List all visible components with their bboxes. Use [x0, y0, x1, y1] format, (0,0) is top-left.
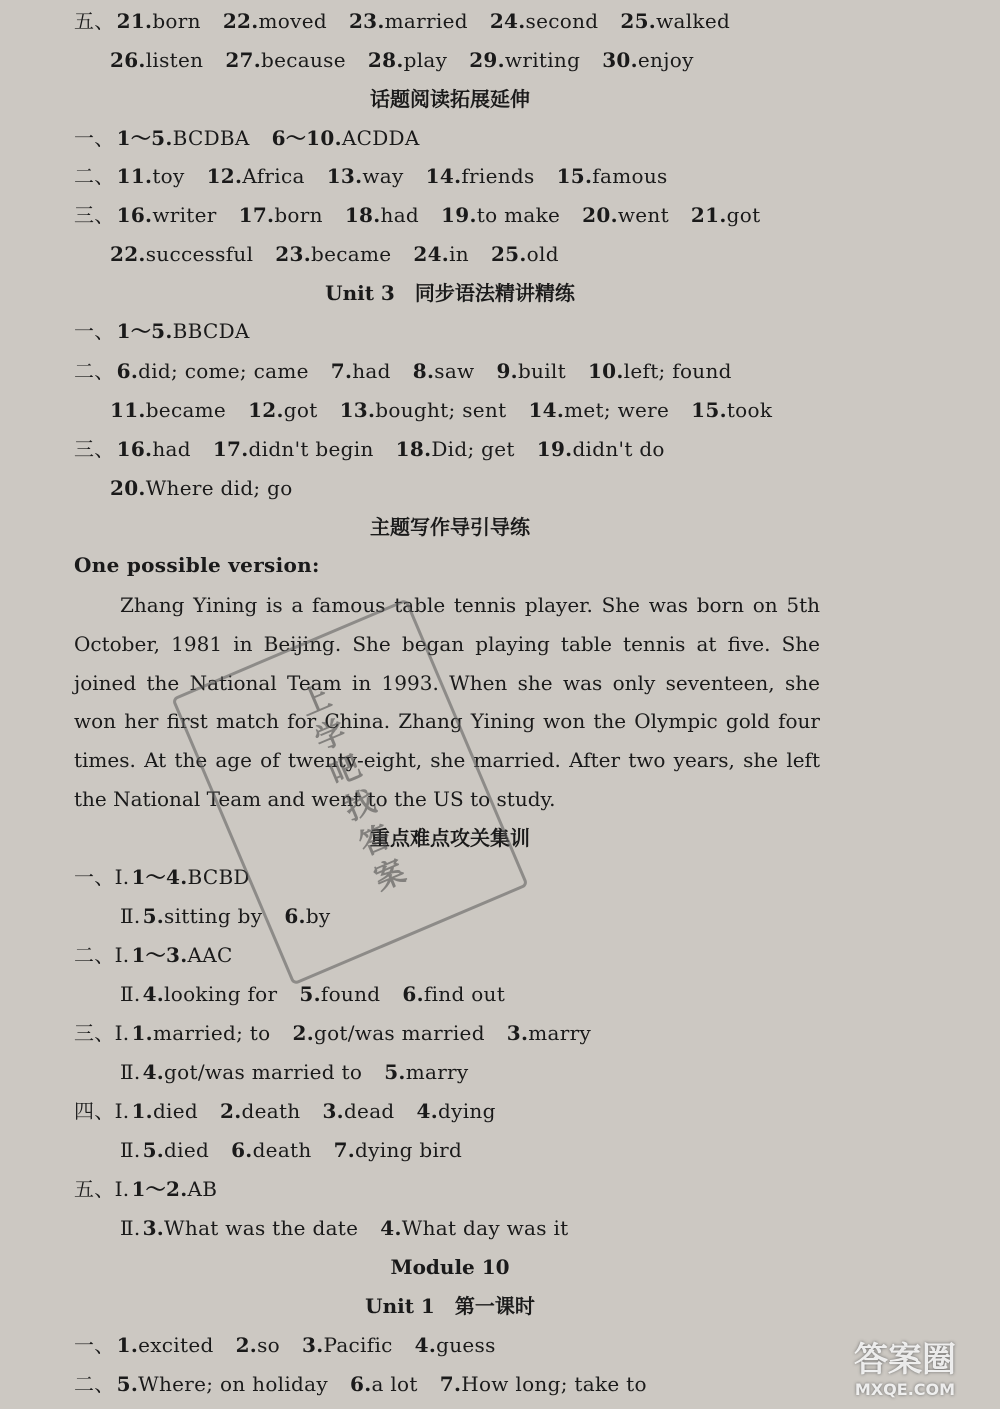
item-answer: way	[362, 164, 404, 188]
item-prefix: 二、Ⅰ.	[74, 943, 130, 967]
answer-item	[349, 9, 468, 33]
item-answer: walked	[656, 9, 731, 33]
item-number: 2.	[292, 1021, 314, 1045]
item-number: 6.	[402, 982, 424, 1006]
item-answer: dying	[438, 1099, 496, 1123]
answer-line	[74, 196, 782, 234]
item-number: 15.	[556, 164, 593, 188]
answer-item	[490, 9, 599, 33]
answer-item	[299, 982, 380, 1006]
item-answer: death	[252, 1138, 312, 1162]
item-number: 16.	[116, 203, 153, 227]
item-number: 7.	[330, 359, 353, 383]
item-answer: got/was married to	[164, 1060, 363, 1084]
answer-item	[602, 48, 693, 72]
item-answer: BCBD	[187, 865, 250, 889]
item-number: 1.	[116, 1333, 139, 1357]
item-number: 5.	[142, 1138, 165, 1162]
item-number: 29.	[469, 48, 505, 72]
item-answer: bought; sent	[375, 398, 507, 422]
answer-item	[528, 398, 669, 422]
item-number: 21.	[690, 203, 727, 227]
answer-item	[117, 437, 191, 461]
answer-item	[426, 164, 535, 188]
item-number: 4.	[416, 1099, 439, 1123]
answer-item	[117, 164, 185, 188]
answer-item	[110, 242, 253, 266]
item-number: 6.	[116, 359, 139, 383]
item-prefix: 一、Ⅰ.	[74, 865, 130, 889]
answer-item	[340, 398, 507, 422]
answer-item	[117, 1333, 214, 1357]
item-answer: built	[517, 359, 566, 383]
item-answer: Where; on holiday	[138, 1372, 328, 1396]
answer-line	[74, 1326, 518, 1364]
answer-line	[74, 312, 272, 350]
item-number: 15.	[691, 398, 727, 422]
item-answer: by	[305, 904, 331, 928]
answer-line	[74, 1092, 518, 1130]
item-number: 22.	[222, 9, 259, 33]
answer-line	[74, 1365, 669, 1403]
item-number: 3.	[506, 1021, 529, 1045]
item-number: 19.	[441, 203, 477, 227]
item-answer: toy	[152, 164, 185, 188]
item-answer: met; were	[564, 398, 670, 422]
answer-item	[131, 943, 232, 967]
item-answer: in	[449, 242, 469, 266]
item-answer: had	[380, 203, 420, 227]
item-number: 23.	[348, 9, 385, 33]
item-number: 21.	[116, 9, 153, 33]
answer-line	[74, 430, 687, 468]
item-answer: looking for	[164, 982, 278, 1006]
publisher-stamp: 上学吧找答案	[171, 598, 529, 985]
item-prefix: Ⅱ.	[120, 982, 141, 1006]
item-answer: ACDDA	[341, 126, 420, 150]
item-answer: enjoy	[637, 48, 694, 72]
item-answer: went	[617, 203, 669, 227]
answer-item	[368, 48, 447, 72]
item-answer: successful	[145, 242, 254, 266]
item-number: 18.	[395, 437, 432, 461]
item-number: 6.	[284, 904, 306, 928]
answer-item	[582, 203, 669, 227]
version-label: One possible version:	[74, 553, 320, 577]
unit-heading: Unit 1 第一课时	[365, 1294, 535, 1318]
answer-item	[231, 1138, 311, 1162]
item-prefix: 四、Ⅰ.	[74, 1099, 130, 1123]
item-number: 6.	[231, 1138, 253, 1162]
answer-item	[496, 359, 566, 383]
item-answer: found	[320, 982, 381, 1006]
item-number: 13.	[326, 164, 363, 188]
answer-item	[537, 437, 665, 461]
item-answer: died	[164, 1138, 210, 1162]
answer-item	[131, 1177, 217, 1201]
item-answer: became	[311, 242, 392, 266]
item-number: 18.	[344, 203, 381, 227]
answer-item	[331, 359, 391, 383]
item-number: 3.	[301, 1333, 324, 1357]
item-answer: dying bird	[355, 1138, 463, 1162]
answer-item	[223, 9, 327, 33]
item-answer: so	[257, 1333, 280, 1357]
item-answer: famous	[592, 164, 668, 188]
item-prefix: 三、	[74, 203, 115, 227]
answer-item	[350, 1372, 418, 1396]
item-number: 12.	[248, 398, 284, 422]
item-prefix: Ⅱ.	[120, 1216, 141, 1240]
item-number: 5.	[299, 982, 321, 1006]
answer-line	[74, 1170, 239, 1208]
answer-item	[143, 1138, 210, 1162]
item-number: 30.	[602, 48, 638, 72]
answer-item	[441, 203, 560, 227]
item-number: 25.	[620, 9, 657, 33]
answer-item	[620, 9, 730, 33]
section-heading: 重点难点攻关集训	[370, 826, 530, 850]
item-answer: Did; get	[431, 437, 515, 461]
item-number: 14.	[425, 164, 462, 188]
answer-item	[131, 1021, 270, 1045]
item-answer: to make	[476, 203, 561, 227]
answer-item	[417, 1099, 496, 1123]
item-answer: play	[403, 48, 448, 72]
answer-item	[292, 1021, 484, 1045]
answer-item	[334, 1138, 463, 1162]
section-heading: 主题写作导引导练	[370, 515, 530, 539]
item-answer: What day was it	[401, 1216, 569, 1240]
answer-item	[469, 48, 580, 72]
item-number: 10.	[587, 359, 624, 383]
item-answer: AAC	[187, 943, 233, 967]
answer-item	[272, 126, 420, 150]
item-number: 2.	[220, 1099, 242, 1123]
answer-item	[117, 1372, 328, 1396]
item-answer: dead	[343, 1099, 395, 1123]
item-prefix: 一、	[74, 1333, 115, 1357]
item-prefix: 二、	[74, 164, 115, 188]
section-heading: Unit 3 同步语法精讲精练	[325, 281, 575, 305]
item-answer: Pacific	[323, 1333, 393, 1357]
answer-line	[74, 1014, 613, 1052]
item-number: 9.	[496, 359, 518, 383]
item-prefix: 二、	[74, 359, 115, 383]
answer-item	[415, 1333, 496, 1357]
item-answer: AB	[187, 1177, 218, 1201]
answer-item	[396, 437, 515, 461]
item-answer: Africa	[242, 164, 305, 188]
answer-item	[440, 1372, 647, 1396]
item-number: 1～5.	[116, 126, 173, 150]
watermark-url: MXQE.COM	[854, 1380, 956, 1399]
item-number: 3.	[142, 1216, 165, 1240]
item-answer: because	[261, 48, 346, 72]
answer-line	[120, 1053, 491, 1091]
answer-item	[117, 203, 217, 227]
item-number: 24.	[413, 242, 450, 266]
item-number: 2.	[235, 1333, 258, 1357]
item-answer: had	[352, 359, 391, 383]
essay-paragraph: Zhang Yining is a famous table tennis player. She was born on 5th October, 1981 in Beijing. She began playing table tennis at five. She joined the National Team in 1993. When she was only seventeen, she won her first match for China. Zhang Yining won the Olympic gold four times. At the age of twenty-eight, she married. After two years, she left the National Team and went to the US to study.	[74, 593, 820, 811]
item-answer: guess	[436, 1333, 496, 1357]
item-number: 16.	[116, 437, 153, 461]
item-answer: writer	[152, 203, 217, 227]
item-answer: marry	[405, 1060, 469, 1084]
item-answer: got	[283, 398, 318, 422]
item-number: 12.	[206, 164, 243, 188]
item-answer: death	[241, 1099, 301, 1123]
item-number: 14.	[528, 398, 565, 422]
item-number: 4.	[142, 982, 165, 1006]
answer-item	[207, 164, 305, 188]
item-answer: got	[726, 203, 761, 227]
item-number: 20.	[582, 203, 618, 227]
section-heading: 话题阅读拓展延伸	[370, 87, 530, 111]
item-prefix: Ⅱ.	[120, 904, 141, 928]
item-number: 11.	[110, 398, 146, 422]
answer-item	[236, 1333, 280, 1357]
item-answer: didn't do	[572, 437, 665, 461]
item-answer: died	[152, 1099, 198, 1123]
answer-item	[557, 164, 668, 188]
answer-item	[345, 203, 419, 227]
item-number: 5.	[142, 904, 165, 928]
answer-item	[225, 48, 346, 72]
item-number: 4.	[380, 1216, 402, 1240]
item-prefix: 一、	[74, 319, 115, 343]
watermark-logo-text: 答案圈	[854, 1340, 956, 1380]
item-number: 19.	[536, 437, 573, 461]
item-number: 1.	[131, 1021, 153, 1045]
answer-item	[143, 1216, 359, 1240]
item-number: 17.	[238, 203, 275, 227]
item-answer: married	[384, 9, 468, 33]
item-answer: saw	[434, 359, 475, 383]
item-answer: sitting by	[164, 904, 263, 928]
item-answer: born	[274, 203, 323, 227]
answer-line	[110, 391, 794, 429]
answer-item	[213, 437, 374, 461]
item-prefix: 三、	[74, 437, 115, 461]
item-prefix: 一、	[74, 126, 115, 150]
answer-line	[110, 41, 716, 79]
answer-item	[275, 242, 391, 266]
answer-line	[74, 936, 255, 974]
answer-item	[117, 319, 250, 343]
answer-item	[507, 1021, 591, 1045]
answer-item	[220, 1099, 300, 1123]
module-heading: Module 10	[390, 1255, 510, 1279]
answer-item	[327, 164, 404, 188]
item-prefix: Ⅱ.	[120, 1060, 141, 1084]
answer-item	[322, 1099, 394, 1123]
answer-item	[110, 48, 203, 72]
answer-line	[74, 352, 754, 390]
answer-item	[413, 359, 475, 383]
item-number: 4.	[414, 1333, 437, 1357]
item-number: 26.	[110, 48, 146, 72]
answer-line	[120, 975, 527, 1013]
answer-item	[302, 1333, 393, 1357]
item-number: 8.	[412, 359, 435, 383]
item-number: 7.	[439, 1372, 462, 1396]
item-number: 4.	[142, 1060, 165, 1084]
item-number: 1～4.	[131, 865, 188, 889]
item-prefix: 五、	[74, 9, 115, 33]
item-prefix: Ⅱ.	[120, 1138, 141, 1162]
item-prefix: 二、	[74, 1372, 115, 1396]
item-answer: BCDBA	[172, 126, 250, 150]
item-answer: married; to	[152, 1021, 271, 1045]
item-prefix: 三、Ⅰ.	[74, 1021, 130, 1045]
item-number: 22.	[110, 242, 146, 266]
answer-item	[588, 359, 732, 383]
answer-item	[131, 1099, 198, 1123]
item-answer: born	[152, 9, 201, 33]
item-answer: did; come; came	[138, 359, 309, 383]
answer-item	[691, 398, 772, 422]
answer-line	[74, 2, 752, 40]
item-number: 1.	[131, 1099, 153, 1123]
answer-item	[117, 126, 250, 150]
answer-line	[74, 119, 442, 157]
item-answer: took	[726, 398, 773, 422]
item-answer: listen	[145, 48, 204, 72]
item-number: 23.	[275, 242, 311, 266]
item-answer: old	[526, 242, 559, 266]
answer-item	[491, 242, 559, 266]
item-number: 25.	[490, 242, 527, 266]
item-answer: find out	[423, 982, 506, 1006]
item-number: 5.	[384, 1060, 406, 1084]
answer-item	[691, 203, 760, 227]
item-number: 17.	[212, 437, 249, 461]
item-answer: Where did; go	[145, 476, 293, 500]
item-number: 6.	[349, 1372, 372, 1396]
item-answer: had	[152, 437, 191, 461]
item-number: 7.	[333, 1138, 356, 1162]
answer-line	[110, 235, 581, 273]
item-number: 6～10.	[271, 126, 342, 150]
item-answer: marry	[528, 1021, 592, 1045]
item-number: 1～5.	[116, 319, 173, 343]
answer-item	[402, 982, 505, 1006]
answer-item	[143, 1060, 363, 1084]
watermark-logo	[820, 1340, 990, 1404]
answer-line	[120, 1209, 591, 1247]
item-answer: left; found	[623, 359, 732, 383]
item-answer: second	[525, 9, 599, 33]
answer-line	[110, 469, 315, 507]
item-number: 28.	[367, 48, 404, 72]
item-number: 20.	[110, 476, 146, 500]
item-answer: writing	[504, 48, 581, 72]
answer-item	[143, 982, 278, 1006]
item-answer: friends	[461, 164, 535, 188]
answer-item	[117, 359, 309, 383]
answer-line	[120, 1131, 484, 1169]
item-answer: How long; take to	[461, 1372, 647, 1396]
item-number: 5.	[116, 1372, 139, 1396]
answer-line	[74, 157, 690, 195]
item-answer: didn't begin	[248, 437, 374, 461]
item-answer: a lot	[371, 1372, 418, 1396]
item-answer: BBCDA	[172, 319, 250, 343]
answer-item	[248, 398, 317, 422]
item-number: 3.	[322, 1099, 344, 1123]
answer-item	[110, 476, 293, 500]
answer-item	[380, 1216, 568, 1240]
answer-item	[143, 904, 263, 928]
item-answer: What was the date	[164, 1216, 359, 1240]
item-answer: excited	[138, 1333, 214, 1357]
item-answer: became	[145, 398, 227, 422]
item-number: 27.	[225, 48, 262, 72]
item-prefix: 五、Ⅰ.	[74, 1177, 130, 1201]
answer-item	[239, 203, 323, 227]
answer-item	[110, 398, 226, 422]
item-number: 13.	[339, 398, 376, 422]
item-answer: moved	[258, 9, 327, 33]
item-answer: got/was married	[313, 1021, 485, 1045]
answer-item	[117, 9, 201, 33]
item-number: 1～2.	[131, 1177, 188, 1201]
answer-item	[384, 1060, 468, 1084]
answer-item	[413, 242, 469, 266]
item-number: 24.	[489, 9, 526, 33]
item-number: 11.	[116, 164, 153, 188]
answer-item	[131, 865, 249, 889]
item-number: 1～3.	[131, 943, 188, 967]
